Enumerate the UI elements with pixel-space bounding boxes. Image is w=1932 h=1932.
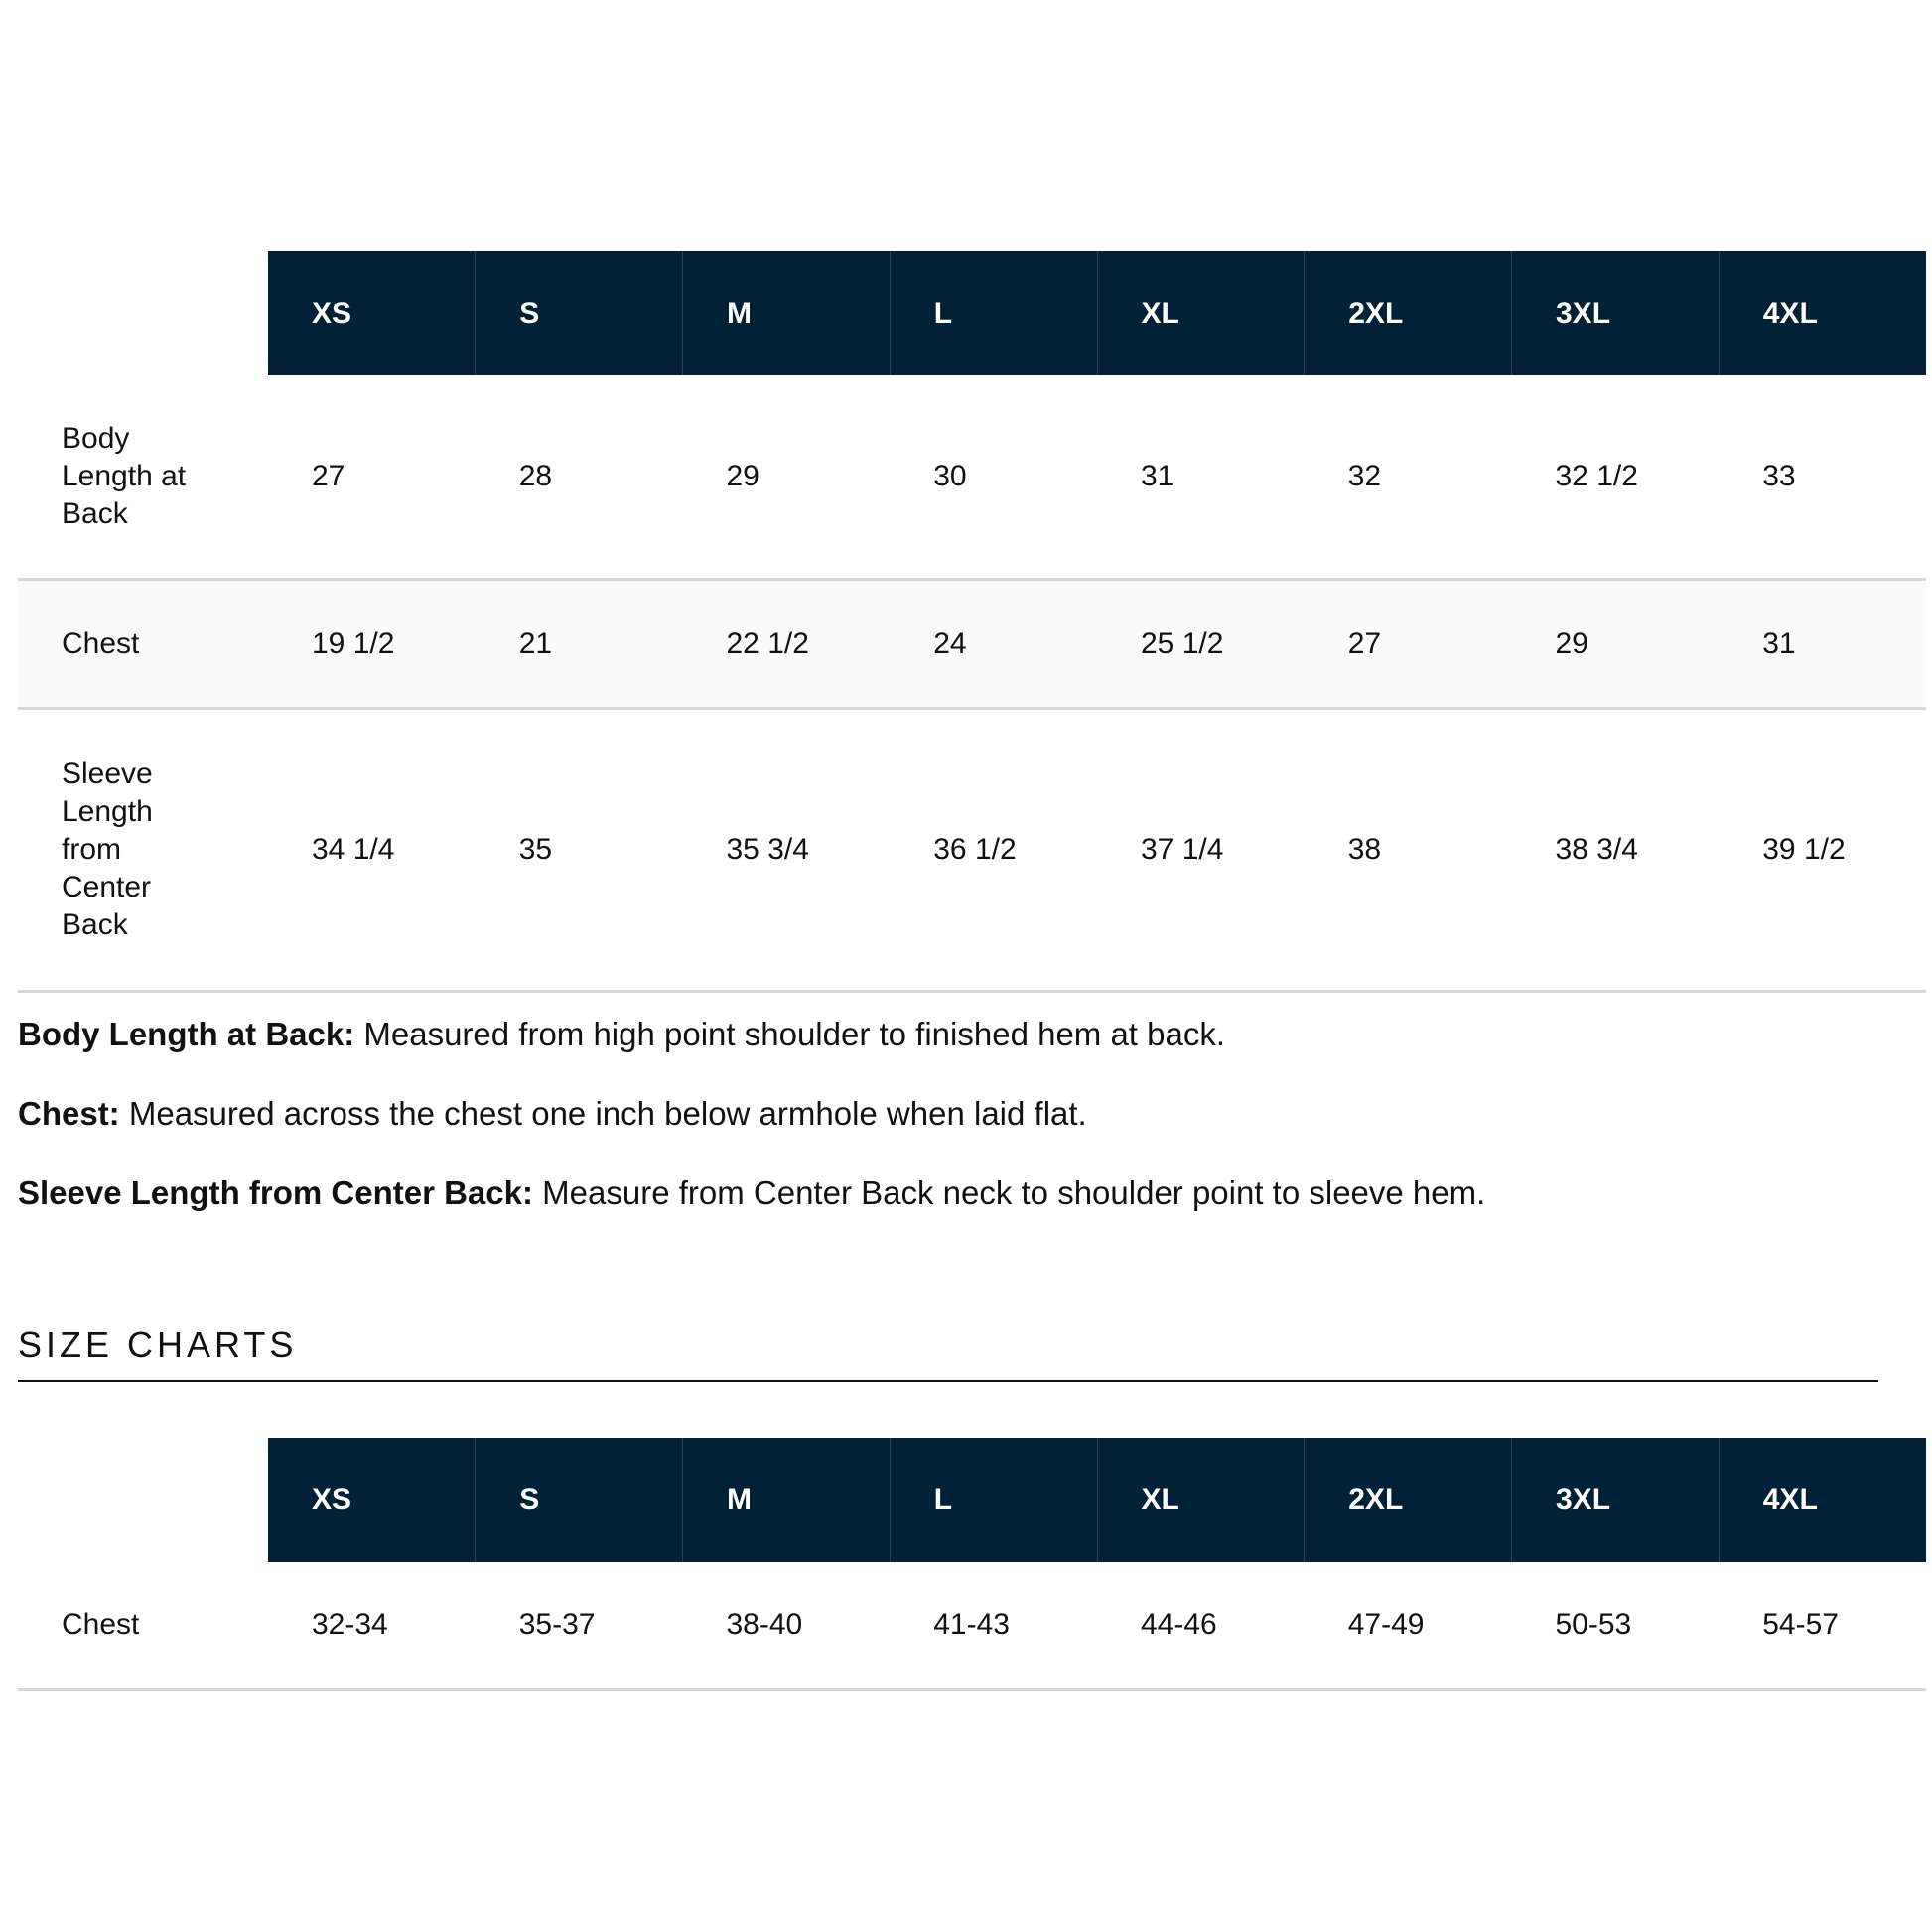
measurement-notes	[18, 1015, 1904, 1253]
size-header-m: M	[683, 1438, 891, 1562]
size-header-4xl: 4XL	[1719, 251, 1926, 375]
table-cell: 33	[1719, 375, 1926, 580]
size-header-s: S	[476, 1438, 683, 1562]
table-row	[18, 375, 1926, 580]
note-term: Chest:	[18, 1095, 120, 1132]
note-chest	[18, 1094, 1904, 1134]
table-cell: 32	[1305, 375, 1512, 580]
table-cell: 30	[890, 375, 1097, 580]
row-label-text: Body Length at Back	[62, 422, 187, 530]
table-cell: 50-53	[1512, 1562, 1720, 1690]
row-label-text: Sleeve Length from Center Back	[62, 758, 153, 941]
table-cell: 38	[1305, 709, 1512, 992]
table-cell: 27	[1305, 580, 1512, 709]
size-chart-header-row	[18, 1438, 1926, 1562]
table-cell: 25 1/2	[1097, 580, 1305, 709]
table-cell: 27	[268, 375, 476, 580]
table-cell: 34 1/4	[268, 709, 476, 992]
table-cell: 21	[476, 580, 683, 709]
row-label	[18, 375, 268, 580]
header-blank-cell	[18, 251, 268, 375]
table-cell: 47-49	[1305, 1562, 1512, 1690]
size-header-3xl: 3XL	[1512, 1438, 1720, 1562]
table-cell: 31	[1097, 375, 1305, 580]
table-cell: 41-43	[890, 1562, 1097, 1690]
table-cell: 37 1/4	[1097, 709, 1305, 992]
table-cell: 36 1/2	[890, 709, 1097, 992]
table-row	[18, 709, 1926, 992]
table-cell: 39 1/2	[1719, 709, 1926, 992]
size-header-s: S	[476, 251, 683, 375]
size-header-xl: XL	[1097, 251, 1305, 375]
measurements-table	[18, 251, 1926, 993]
table-cell: 35	[476, 709, 683, 992]
note-term: Sleeve Length from Center Back:	[18, 1174, 533, 1211]
table-cell: 24	[890, 580, 1097, 709]
table-cell: 29	[683, 375, 891, 580]
size-header-l: L	[890, 251, 1097, 375]
note-term: Body Length at Back:	[18, 1016, 355, 1052]
table-cell: 35 3/4	[683, 709, 891, 992]
table-cell: 29	[1512, 580, 1720, 709]
table-cell: 44-46	[1097, 1562, 1305, 1690]
note-text: Measured from high point shoulder to finished hem at back.	[354, 1016, 1226, 1052]
size-header-xs: XS	[268, 1438, 476, 1562]
size-chart-table	[18, 1438, 1926, 1691]
row-label: Chest	[18, 1562, 268, 1690]
size-header-3xl: 3XL	[1512, 251, 1720, 375]
table-cell: 54-57	[1719, 1562, 1926, 1690]
table-cell: 35-37	[476, 1562, 683, 1690]
size-charts-title: SIZE CHARTS	[18, 1324, 298, 1365]
size-header-xl: XL	[1097, 1438, 1305, 1562]
header-blank-cell	[18, 1438, 268, 1562]
size-header-m: M	[683, 251, 891, 375]
note-body-length	[18, 1015, 1904, 1054]
note-text: Measured across the chest one inch below armhole when laid flat.	[119, 1095, 1087, 1132]
table-cell: 31	[1719, 580, 1926, 709]
measurements-header-row	[18, 251, 1926, 375]
table-cell: 32 1/2	[1512, 375, 1720, 580]
note-text: Measure from Center Back neck to shoulder point to sleeve hem.	[532, 1174, 1486, 1211]
note-sleeve-length	[18, 1173, 1904, 1213]
table-cell: 22 1/2	[683, 580, 891, 709]
section-divider	[18, 1380, 1878, 1382]
table-cell: 38 3/4	[1512, 709, 1720, 992]
table-row	[18, 580, 1926, 709]
row-label: Chest	[18, 580, 268, 709]
size-header-xs: XS	[268, 251, 476, 375]
size-header-4xl: 4XL	[1719, 1438, 1926, 1562]
row-label	[18, 709, 268, 992]
size-header-2xl: 2XL	[1305, 251, 1512, 375]
table-cell: 32-34	[268, 1562, 476, 1690]
size-header-l: L	[890, 1438, 1097, 1562]
size-header-2xl: 2XL	[1305, 1438, 1512, 1562]
table-cell: 19 1/2	[268, 580, 476, 709]
table-cell: 38-40	[683, 1562, 891, 1690]
table-cell: 28	[476, 375, 683, 580]
table-row	[18, 1562, 1926, 1690]
